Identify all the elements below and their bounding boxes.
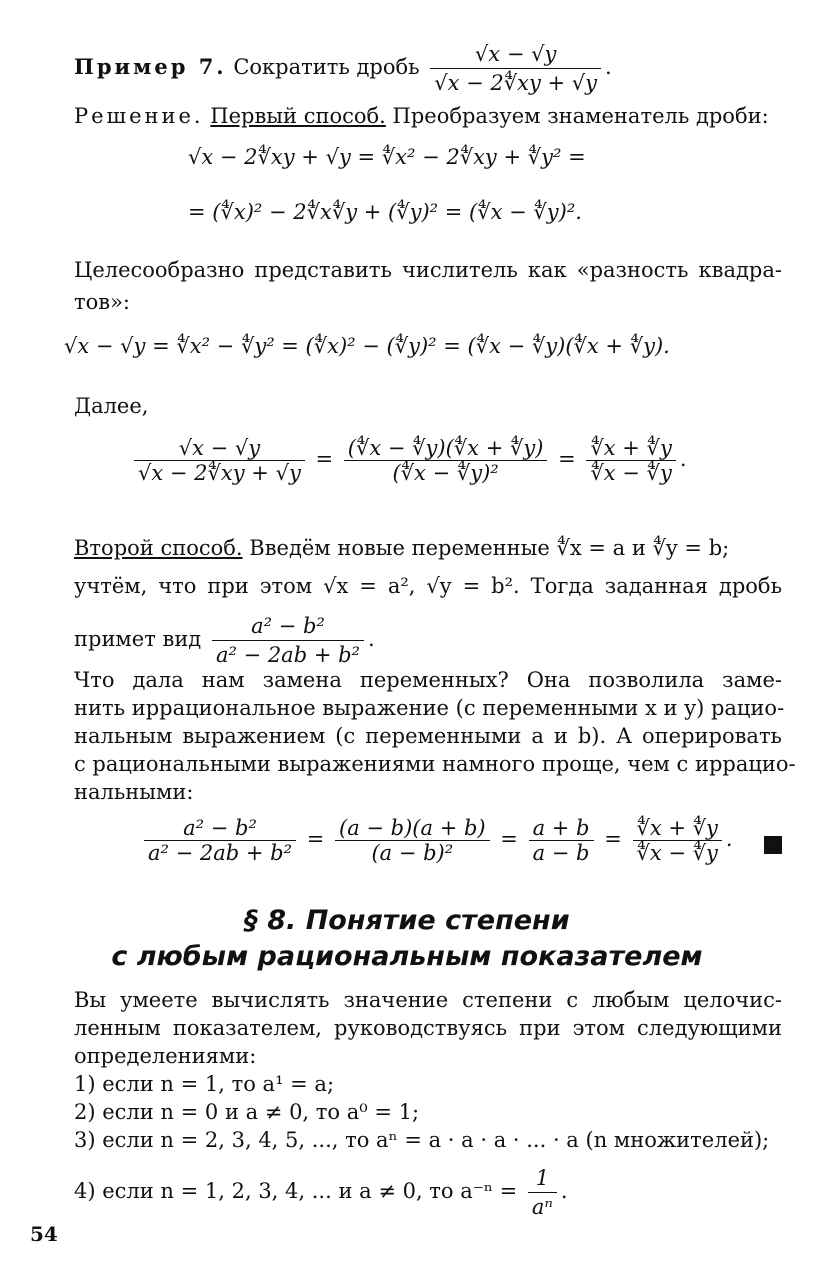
fraction-denominator: √x − 2∜xy + √y [434,71,598,95]
paragraph-line: Что дала нам замена переменных? Она позволила заме- [74,668,782,692]
fraction-numerator: √x − √y [430,40,601,69]
fraction-denominator: aⁿ [531,1195,553,1219]
paragraph-line: Вы умеете вычислять значение степени с любым целочис- [74,988,782,1012]
fraction-numerator: (a − b)(a + b) [335,816,490,841]
section-subtitle: с любым рациональным показателем [111,941,703,972]
solution-line [74,102,784,130]
example-line: Пример 7. Сократить дробь $\frac{√x - √y}{√x - 2∜xy + √y}$ . [74,42,612,95]
solution-label: Решение. [74,104,204,128]
list-item: 4) если n = 1, 2, 3, 4, ... и a ≠ 0, то a⁻ⁿ = $\frac{1}{\text{aⁿ}}$ . [74,1166,568,1219]
example-fraction [430,40,601,97]
solution-intro: Преобразуем знаменатель дроби: [392,104,769,128]
paragraph-line: определениями: [74,1044,257,1068]
page-number: 54 [30,1222,58,1246]
paragraph-line: Целесообразно представить числитель как «разность квадра- [74,258,782,282]
fraction [529,816,594,865]
paragraph-line: тов»: [74,290,131,314]
paragraph-line: ленным показателем, руководствуясь при этом следующими [74,1016,782,1040]
method1-label: Первый способ. [210,104,386,128]
equation-5: $\frac{\text{a² − b²}}{\text{a² − 2ab + b²}}$ = $\frac{(a - b)(a + b)}{\text{(a − b)²}}$ = $\frac{a + b}{a - b}$ = $\frac{∜x + ∜y}{∜x - ∜y}$ . [140,816,733,865]
method2-text: Введём новые переменные ∜x = a и ∜y = b; [249,536,730,560]
further-text: Далее, [74,394,149,418]
paragraph-line: учтём, что при этом √x = a², √y = b². Тогда заданная дробь [74,574,782,598]
fraction-numerator: a + b [529,816,594,841]
example-title: Пример 7. [74,54,227,79]
fraction-numerator: 1 [528,1164,557,1193]
equation-3: √x − √y = ∜x² − ∜y² = (∜x)² − (∜y)² = (∜x − ∜y)(∜x + ∜y). [64,334,670,358]
fraction [344,436,548,485]
example-task: Сократить дробь [233,55,420,79]
fraction-numerator: √x − √y [134,436,305,461]
fraction-denominator: a − b [532,841,590,865]
list-item: 2) если n = 0 и a ≠ 0, то a⁰ = 1; [74,1100,420,1124]
fraction-numerator: a² − b² [144,816,296,841]
method2-result-text: примет вид [74,627,202,651]
fraction-numerator: (∜x − ∜y)(∜x + ∜y) [344,436,548,461]
method2-label: Второй способ. [74,536,243,560]
fraction-numerator: a² − b² [212,612,364,641]
method2-line [74,534,784,562]
fraction-numerator: ∜x + ∜y [586,436,675,461]
paragraph-line: нальными: [74,780,194,804]
equation-2: = (∜x)² − 2∜x∜y + (∜y)² = (∜x − ∜y)². [188,200,582,224]
list-item-text: 4) если n = 1, 2, 3, 4, ... и a ≠ 0, то a⁻ⁿ = [74,1179,518,1203]
fraction [144,816,296,865]
fraction-denominator: √x − 2∜xy + √y [138,461,301,485]
paragraph-line: нальным выражением (с переменными a и b). А оперировать [74,724,782,748]
paragraph-line: с рациональными выражениями намного проще, чем с иррацио- [74,752,796,776]
method2-result: примет вид $\frac{\text{a² − b²}}{\text{a² − 2ab + b²}}$ . [74,614,375,667]
list-item: 3) если n = 2, 3, 4, 5, ..., то aⁿ = a · a · a · ... · a (n множителей); [74,1128,770,1152]
fraction-denominator: (a − b)² [371,841,454,865]
fraction-denominator: a² − 2ab + b² [215,643,360,667]
equation-4: $\frac{√x - √y}{√x - 2∜xy + √y}$ = $\frac{(∜x - ∜y)(∜x + ∜y)}{\text{(∜x − ∜y)²}}$ = $\frac{∜x + ∜y}{∜x - ∜y}$ . [130,436,687,485]
fraction [212,612,364,669]
qed-square-icon [764,836,782,854]
fraction [134,436,305,485]
fraction-denominator: a² − 2ab + b² [148,841,293,865]
fraction-denominator: ∜x − ∜y [636,841,718,865]
fraction [335,816,490,865]
fraction-denominator: ∜x − ∜y [590,461,672,485]
paragraph-line: нить иррациональное выражение (с переменными x и y) рацио- [74,696,785,720]
fraction [633,816,722,865]
section-title: § 8. Понятие степени [244,905,570,936]
fraction-denominator: (∜x − ∜y)² [392,461,499,485]
fraction [586,436,675,485]
list-item: 1) если n = 1, то a¹ = a; [74,1072,335,1096]
equation-1: √x − 2∜xy + √y = ∜x² − 2∜xy + ∜y² = [188,145,586,169]
fraction [528,1164,557,1221]
fraction-numerator: ∜x + ∜y [633,816,722,841]
